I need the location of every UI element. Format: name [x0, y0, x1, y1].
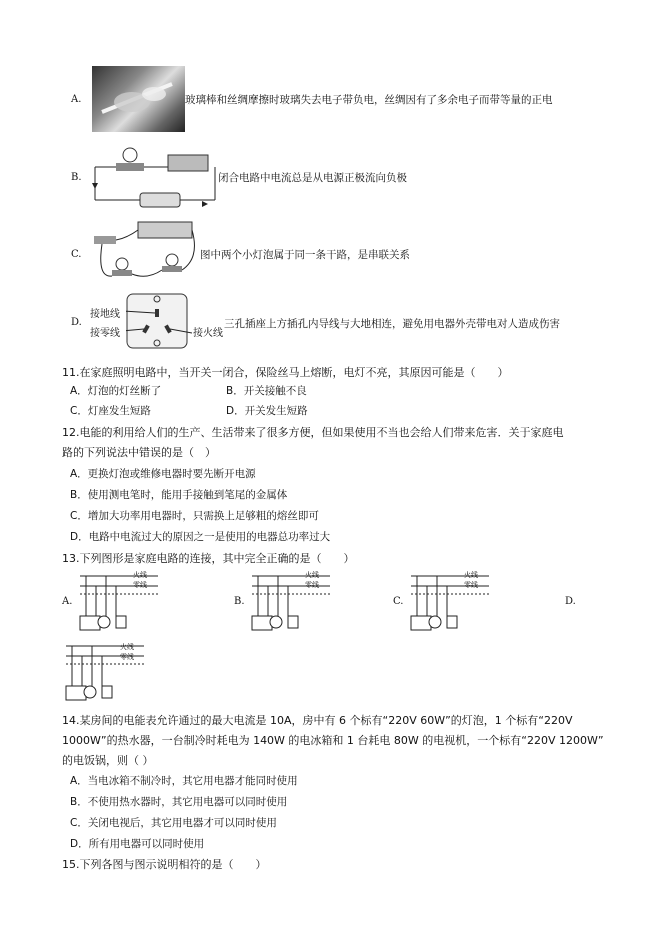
household-circuit-b	[248, 570, 338, 632]
q12-stem-line2: 路的下列说法中错误的是（ ）	[62, 446, 216, 459]
live-wire-label: 接火线	[193, 328, 223, 339]
household-circuit-c	[407, 570, 497, 632]
option-letter-d: D.	[71, 317, 82, 328]
q13-c-live: 火线	[464, 571, 478, 579]
q14-option-d: D．所有用电器可以同时使用	[70, 838, 205, 850]
q15-stem: 15.下列各图与图示说明相符的是（ ）	[62, 858, 267, 871]
neutral-wire-label: 接零线	[90, 328, 120, 339]
q13-letter-a: A.	[62, 596, 73, 607]
q13-d-live: 火线	[120, 643, 134, 651]
q13-letter-c: C.	[393, 596, 404, 607]
q14-stem-line2: 1000W”的热水器，一台制冷时耗电为 140W 的电冰箱和 1 台耗电 80W 的电视机，一个标有“220V 1200W”	[62, 734, 604, 747]
q14-option-a: A．当电冰箱不制冷时，其它用电器才能同时使用	[70, 775, 298, 787]
ground-wire-label: 接地线	[90, 309, 120, 320]
q13-letter-b: B.	[234, 596, 245, 607]
q13-b-live: 火线	[305, 571, 319, 579]
q13-d-neutral: 零线	[120, 653, 134, 661]
q11-option-c: C．灯座发生短路	[70, 405, 151, 417]
option-letter-c: C.	[71, 249, 82, 260]
q11-stem: 11.在家庭照明电路中，当开关一闭合，保险丝马上熔断，电灯不亮，其原因可能是（ ）	[62, 366, 509, 379]
three-hole-socket-icon	[126, 293, 192, 351]
q12-option-b: B．使用测电笔时，能用手接触到笔尾的金属体	[70, 489, 288, 501]
household-circuit-d	[62, 640, 152, 702]
q11-option-d: D．开关发生短路	[226, 405, 308, 417]
option-letter-a: A.	[71, 94, 82, 105]
q11-option-b: B．开关接触不良	[226, 385, 307, 397]
two-bulb-circuit-figure-c	[92, 218, 202, 288]
q13-letter-d: D.	[565, 596, 576, 607]
q14-option-b: B．不使用热水器时，其它用电器可以同时使用	[70, 796, 288, 808]
option-c-text: 图中两个小灯泡属于同一条干路，是串联关系	[200, 249, 410, 261]
q13-stem: 13.下列图形是家庭电路的连接，其中完全正确的是（ ）	[62, 552, 355, 565]
q13-c-neutral: 零线	[464, 581, 478, 589]
q13-a-live: 火线	[133, 571, 147, 579]
q12-option-c: C．增加大功率用电器时，只需换上足够粗的熔丝即可	[70, 510, 319, 522]
q14-stem-line3: 的电饭锅，则（ ）	[62, 754, 154, 767]
q13-b-neutral: 零线	[305, 581, 319, 589]
q12-option-d: D．电路中电流过大的原因之一是使用的电器总功率过大	[70, 531, 331, 543]
q12-option-a: A．更换灯泡或维修电器时要先断开电源	[70, 468, 256, 480]
glass-rod-photo	[92, 66, 185, 132]
series-circuit-figure-b	[90, 145, 220, 213]
q11-option-a: A．灯泡的灯丝断了	[70, 385, 162, 397]
q12-stem-line1: 12.电能的利用给人们的生产、生活带来了很多方便，但如果使用不当也会给人们带来危害．关于家庭电	[62, 426, 564, 439]
q14-stem-line1: 14.某房间的电能表允许通过的最大电流是 10A，房中有 6 个标有“220V 60W”的灯泡，1 个标有“220V	[62, 714, 573, 727]
option-b-text: 闭合电路中电流总是从电源正极流向负极	[218, 172, 407, 184]
option-letter-b: B.	[71, 172, 82, 183]
option-d-text: 三孔插座上方插孔内导线与大地相连，避免用电器外壳带电对人造成伤害	[224, 318, 560, 330]
rod-rubbing-image	[92, 66, 185, 132]
option-a-text: 玻璃棒和丝绸摩擦时玻璃失去电子带负电，丝绸因有了多余电子而带等量的正电	[185, 94, 553, 106]
q14-option-c: C．关闭电视后，其它用电器才可以同时使用	[70, 817, 277, 829]
household-circuit-a	[76, 570, 166, 632]
q13-a-neutral: 零线	[133, 581, 147, 589]
